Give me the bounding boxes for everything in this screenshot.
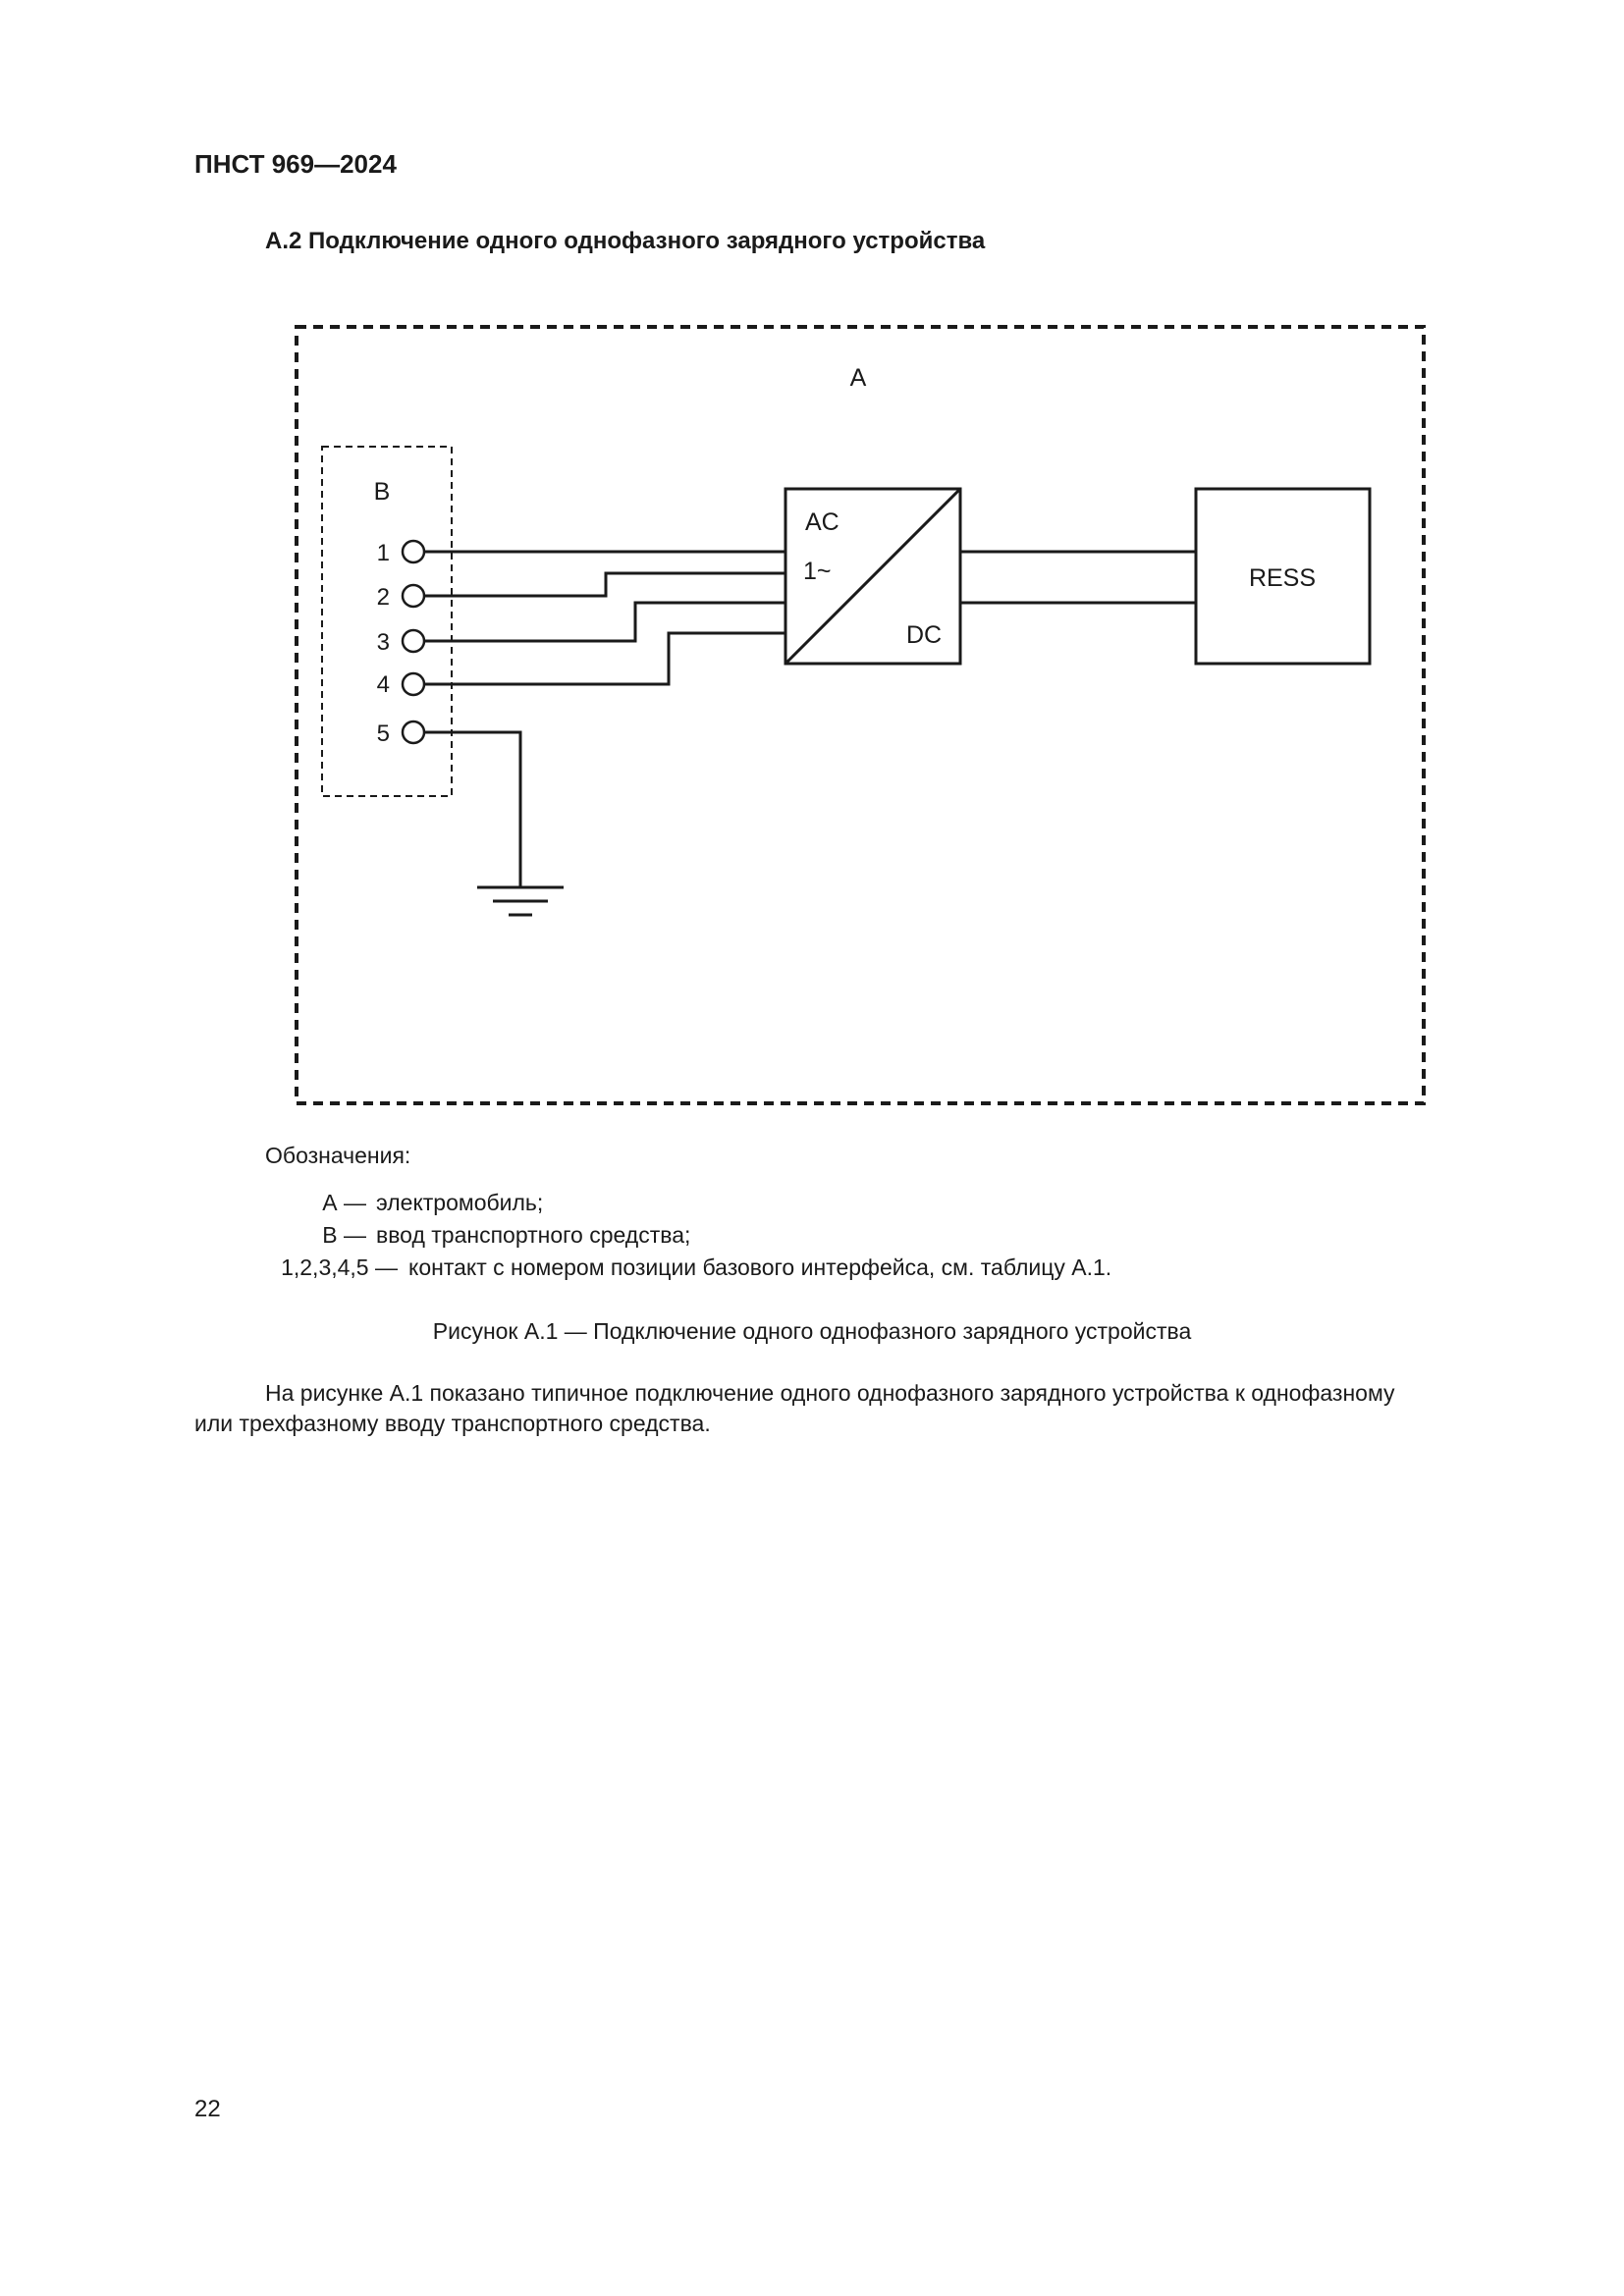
wire-contact-5-ground <box>424 732 520 887</box>
contact-number-4: 4 <box>376 671 390 698</box>
vehicle-boundary <box>297 327 1424 1103</box>
contact-5-terminal <box>403 721 424 743</box>
legend-text-contacts: контакт с номером позиции базового интерфейса, см. таблицу А.1. <box>408 1255 1112 1280</box>
vehicle-label: А <box>849 364 867 392</box>
ress-label: RESS <box>1248 564 1317 592</box>
converter-dc-label: DC <box>906 621 943 649</box>
section-heading: А.2 Подключение одного однофазного зарядного устройства <box>265 228 986 254</box>
wire-contact-2 <box>424 573 785 596</box>
contact-number-3: 3 <box>376 629 390 656</box>
contact-2-terminal <box>403 585 424 607</box>
wire-contact-3 <box>424 603 785 641</box>
contact-number-1: 1 <box>376 540 390 566</box>
inlet-label: В <box>373 478 391 506</box>
page-number: 22 <box>194 2096 221 2122</box>
legend-text-b: ввод транспортного средства; <box>376 1222 691 1248</box>
body-paragraph-line-2: или трехфазному вводу транспортного средства. <box>194 1411 711 1436</box>
body-paragraph-line-1: На рисунке А.1 показано типичное подключение одного однофазного зарядного устройства к однофазному <box>265 1380 1395 1406</box>
contact-number-5: 5 <box>376 721 390 747</box>
contact-4-terminal <box>403 673 424 695</box>
legend-key-a: А — <box>322 1190 366 1215</box>
legend-text-a: электромобиль; <box>376 1190 544 1215</box>
document-number: ПНСТ 969—2024 <box>194 149 397 179</box>
contact-3-terminal <box>403 630 424 652</box>
ground-icon <box>477 887 564 915</box>
converter-ac-label: AC <box>805 508 839 536</box>
legend-key-contacts: 1,2,3,4,5 — <box>281 1255 398 1280</box>
contact-number-2: 2 <box>376 584 390 611</box>
legend-title: Обозначения: <box>265 1143 411 1168</box>
contact-1-terminal <box>403 541 424 562</box>
legend-key-b: В — <box>322 1222 366 1248</box>
converter-phase-label: 1~ <box>803 558 832 585</box>
figure-caption: Рисунок А.1 — Подключение одного однофазного зарядного устройства <box>432 1318 1192 1344</box>
